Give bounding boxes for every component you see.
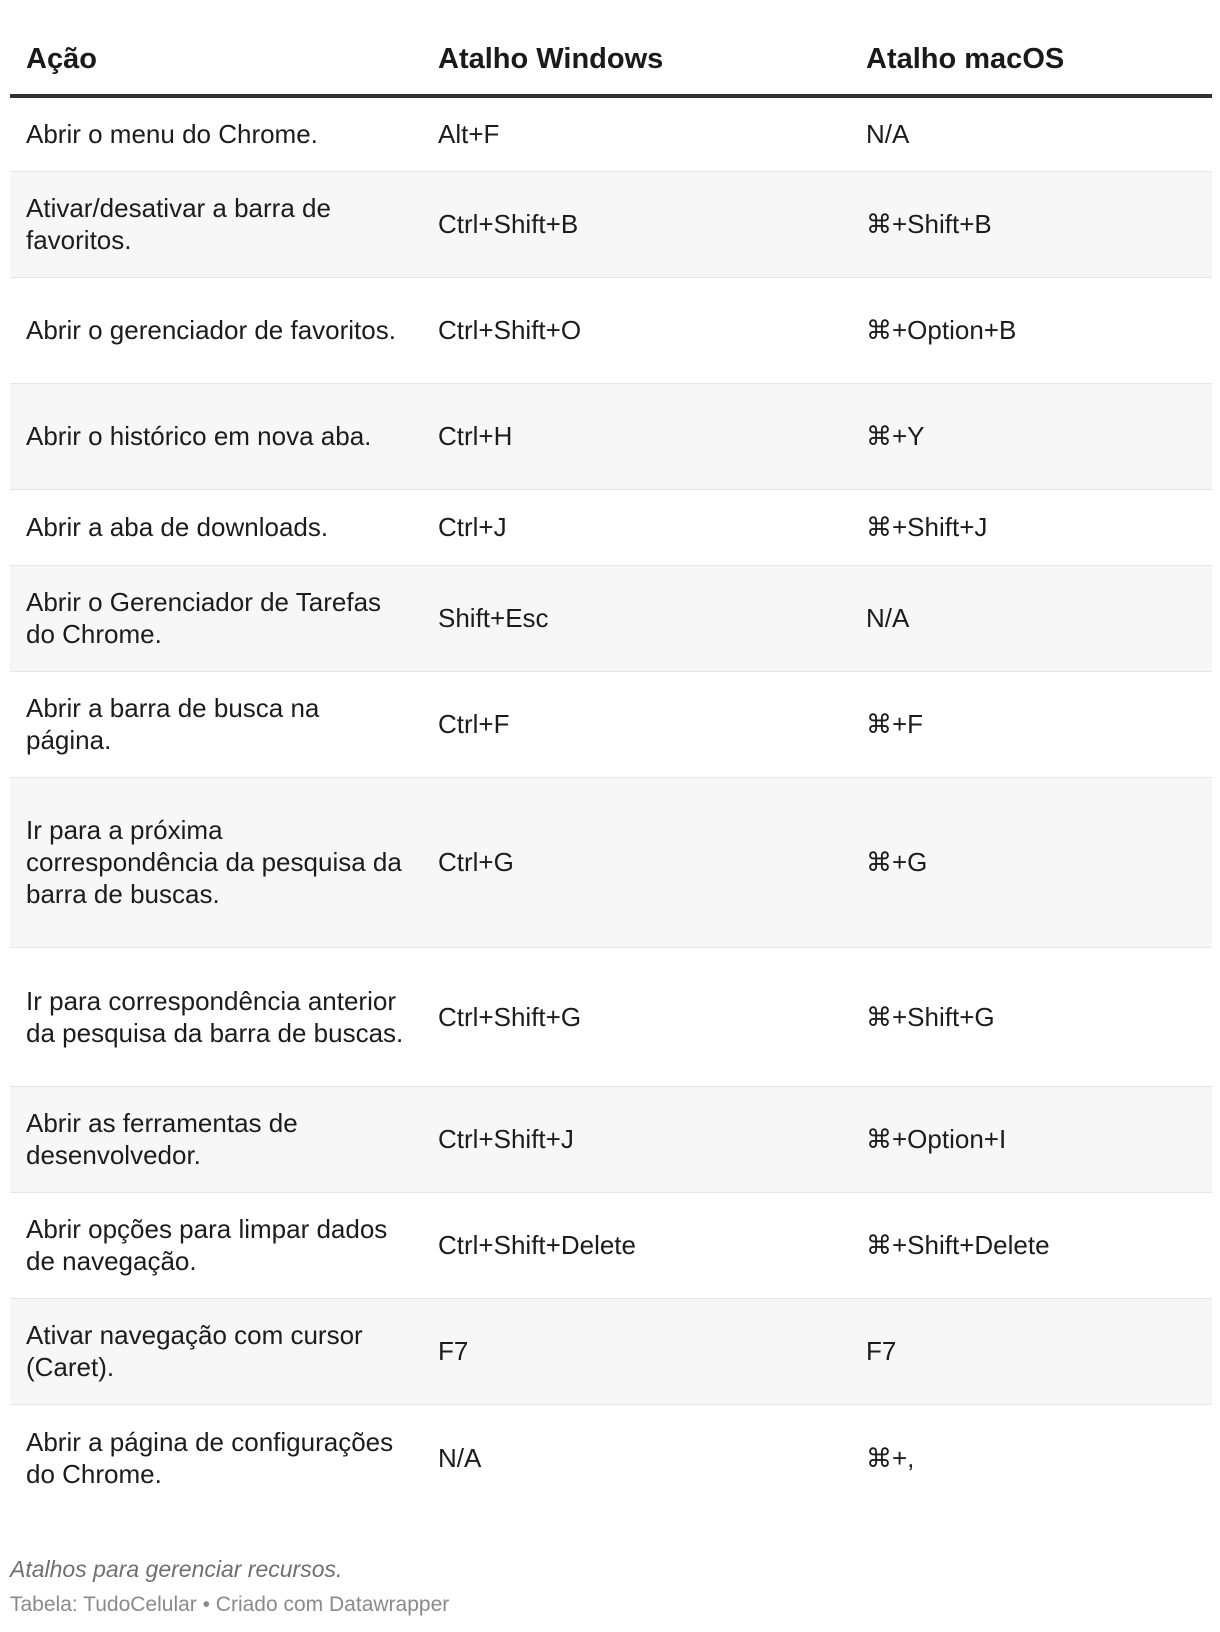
cell-macos: ⌘+Option+I bbox=[850, 1086, 1212, 1192]
cell-macos: N/A bbox=[850, 96, 1212, 171]
cell-action: Ativar/desativar a barra de favoritos. bbox=[10, 171, 422, 277]
cell-windows: Ctrl+H bbox=[422, 383, 850, 489]
table-row bbox=[10, 489, 1212, 565]
cell-macos: F7 bbox=[850, 1298, 1212, 1404]
shortcuts-table bbox=[10, 24, 1212, 1512]
cell-windows: Alt+F bbox=[422, 96, 850, 171]
cell-macos: ⌘+F bbox=[850, 671, 1212, 777]
cell-macos: ⌘+G bbox=[850, 777, 1212, 947]
table-caption: Atalhos para gerenciar recursos. bbox=[10, 1556, 343, 1582]
cell-windows: Ctrl+Shift+Delete bbox=[422, 1192, 850, 1298]
cell-windows: Ctrl+Shift+B bbox=[422, 171, 850, 277]
cell-windows: N/A bbox=[438, 1443, 482, 1474]
cell-action: Ativar navegação com cursor (Caret). bbox=[10, 1298, 422, 1404]
cell-action: Abrir opções para limpar dados de navegação. bbox=[10, 1192, 422, 1298]
cell-action: Abrir o histórico em nova aba. bbox=[10, 383, 422, 489]
cell-action: Abrir a barra de busca na página. bbox=[10, 671, 422, 777]
cell-action: Ir para a próxima correspondência da pesquisa da barra de buscas. bbox=[10, 777, 422, 947]
cell-macos: ⌘+Y bbox=[850, 383, 1212, 489]
cell-macos: ⌘+Shift+B bbox=[850, 171, 1212, 277]
table-header bbox=[10, 24, 1212, 96]
table-row bbox=[10, 383, 1212, 489]
table-row bbox=[10, 671, 1212, 777]
header-action[interactable]: Ação bbox=[10, 24, 422, 96]
cell-action: Abrir o Gerenciador de Tarefas do Chrome. bbox=[10, 565, 422, 671]
table-row bbox=[10, 1298, 1212, 1404]
cell-windows: Ctrl+F bbox=[422, 671, 850, 777]
cell-macos: ⌘+, bbox=[866, 1443, 915, 1474]
table-row bbox=[10, 1192, 1212, 1298]
cell-macos: ⌘+Shift+G bbox=[850, 947, 1212, 1086]
table-row bbox=[10, 947, 1212, 1086]
table-row bbox=[10, 565, 1212, 671]
cell-windows: Ctrl+Shift+O bbox=[422, 277, 850, 383]
cell-windows: Shift+Esc bbox=[422, 565, 850, 671]
cell-action: Abrir a página de configurações do Chrome. bbox=[26, 1427, 394, 1490]
cell-action: Abrir o menu do Chrome. bbox=[10, 96, 422, 171]
table-row bbox=[10, 277, 1212, 383]
header-row bbox=[10, 24, 1212, 96]
table-row bbox=[10, 1086, 1212, 1192]
table-row bbox=[10, 96, 1212, 171]
cell-windows: Ctrl+J bbox=[422, 489, 850, 565]
cell-action: Abrir o gerenciador de favoritos. bbox=[10, 277, 422, 383]
cell-windows: Ctrl+Shift+J bbox=[422, 1086, 850, 1192]
table-row bbox=[10, 777, 1212, 947]
cell-windows: F7 bbox=[422, 1298, 850, 1404]
cell-macos: ⌘+Option+B bbox=[850, 277, 1212, 383]
cell-action: Abrir as ferramentas de desenvolvedor. bbox=[10, 1086, 422, 1192]
table-body bbox=[10, 96, 1212, 1512]
header-windows-shortcut[interactable]: Atalho Windows bbox=[422, 24, 850, 96]
cell-macos: ⌘+Shift+J bbox=[850, 489, 1212, 565]
cell-macos: ⌘+Shift+Delete bbox=[850, 1192, 1212, 1298]
cell-macos: N/A bbox=[850, 565, 1212, 671]
cell-action: Ir para correspondência anterior da pesquisa da barra de buscas. bbox=[10, 947, 422, 1086]
cell-windows: Ctrl+G bbox=[422, 777, 850, 947]
table-row bbox=[10, 171, 1212, 277]
table-row bbox=[10, 1404, 1212, 1512]
table-source-note: Tabela: TudoCelular • Criado com Datawrapper bbox=[10, 1593, 450, 1616]
cell-action: Abrir a aba de downloads. bbox=[10, 489, 422, 565]
header-macos-shortcut[interactable]: Atalho macOS bbox=[850, 24, 1212, 96]
cell-windows: Ctrl+Shift+G bbox=[422, 947, 850, 1086]
